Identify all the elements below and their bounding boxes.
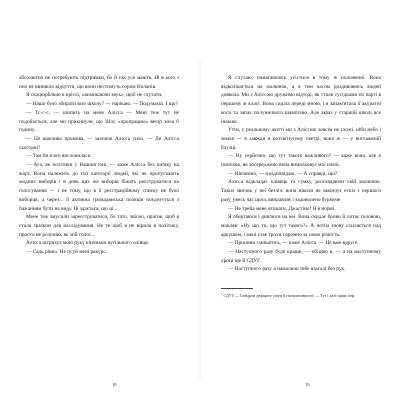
right-paragraph-6: — Не треба мене втішати, Джастіно! Я в нормі. bbox=[228, 205, 336, 212]
right-paragraph-1: Я слухаю, намагаючись усістися в тому ж положенні. Вона відволікається на малюнок, а я тим часом роздивляюсь людей довкола. Ми з Аліссою дружимо відтоді, як стали сусідками по парті в першому ж класі. Вона сиділа переді мною, і я запам'ятала її акуратні коси та запах полуничного шампуню. Але зараз у старшій школі все інакше. bbox=[221, 75, 381, 125]
page-number-left: 18 bbox=[112, 382, 117, 387]
right-paragraph-7: Я обертаюся і дивлюся на неї. Вона скидає брови й хитає головою, мовляв: «Ну що ти, що тут такого?» А потім знову схиляється над аркушем, і мені стає трохи соромно за свою різкість. bbox=[221, 214, 381, 238]
left-paragraph-6: — Там би я все висловилася. bbox=[26, 153, 92, 160]
left-page bbox=[19, 74, 179, 374]
right-paragraph-5: Алісса відкладає олівець та гумку, розглядаючи свій малюнок. Таких звичок у неї безліч: вона ніколи не закінчує ескіз з першого разу, увесь час щось виправляє і задоволено бурмоче. bbox=[221, 179, 381, 203]
left-paragraph-3: — Нашо було збирати всю школу? — нарікаю, — Подумаєш. І що? bbox=[26, 101, 178, 108]
left-paragraph-4: — Тс-с-с, — шипить на мене Алісса — Мені теж тут не подобається, але ми прикинули, що Шоу «пропрацює» вечір хоча б годину. bbox=[19, 109, 179, 134]
left-paragraph-7: — Ага, як політики у Вашингтоні, — каже Алісса без натяку на жарт. Вона належить до тієї категорії людей, які не пропускають жодних виборів і в день цих же виборів біжать реєструватися на голосування — і не тому, що в її реєстраційному списку не було виборця, а через... її активна громадянська позиція поєднується з бажанням бути на виду. Їй здається, що ці... bbox=[19, 162, 179, 212]
right-paragraph-4: — Нікчемно, — я відповідаю. — А справді, що? bbox=[228, 170, 338, 177]
left-paragraph-5: — Це важлива промова, — шепоче Алісса тихо. — Де Алісса сьогодні? bbox=[19, 135, 179, 151]
right-paragraph-9: — Наступного разу буде краще, — обіцяю я, — а на наступному уроці ще й СДУГ. bbox=[221, 249, 381, 264]
left-paragraph-2: Я скоцюрблюю в кріслі, «вимикаючи звук», щоб не слухати. bbox=[26, 92, 163, 99]
footnote-text: СДУГ — Синдром дефіциту уваги й гіперактивності. — Тут і далі прим. пер. bbox=[223, 293, 356, 299]
left-paragraph-1: абсолютно не потребують підтримки, бо й так усе мають. Ні в кого з них не виникло відчуття, що вони нестимуть сором Ноланів. bbox=[19, 75, 179, 90]
footnote-mark: 1 bbox=[221, 291, 223, 296]
page-number-right: 19 bbox=[305, 382, 310, 387]
gutter-shadow bbox=[198, 60, 202, 380]
left-paragraph-8: Мене теж змусили зареєструватися, бо тато, звісно, прагне, щоб я стала зразком для наслідування. Не те щоб я не вірила в політику, просто не розумію, як мій голос... bbox=[19, 214, 179, 238]
right-page bbox=[221, 74, 381, 374]
right-paragraph-2: Утім, у реальному житті ми з Аліссою зовсім не схожі, ніби небо і земля — я завжди в розтягнутому светрі, вона ж — у виглаженій блузці. bbox=[221, 127, 381, 151]
right-paragraph-3: — Ну серйозно, що тут такого важливого? — каже вона, але я помічаю, як зосереджено вона вимальовує мої плечі. bbox=[221, 153, 381, 169]
right-paragraph-8: — Припини смикатись, — каже Алісса. — Це вже вдруге. bbox=[228, 240, 359, 247]
left-paragraph-10: — Сядь рівно. Не псуй мені ракурс. bbox=[26, 249, 108, 256]
footnote-rule bbox=[221, 288, 253, 289]
right-paragraph-10: — Наступного разу я намалюю тебе взагалі без рук. bbox=[228, 266, 346, 273]
left-paragraph-9: Алісса штрихує мою руку кінчиком вугільного олівця. bbox=[26, 240, 149, 247]
footnote bbox=[221, 293, 381, 299]
